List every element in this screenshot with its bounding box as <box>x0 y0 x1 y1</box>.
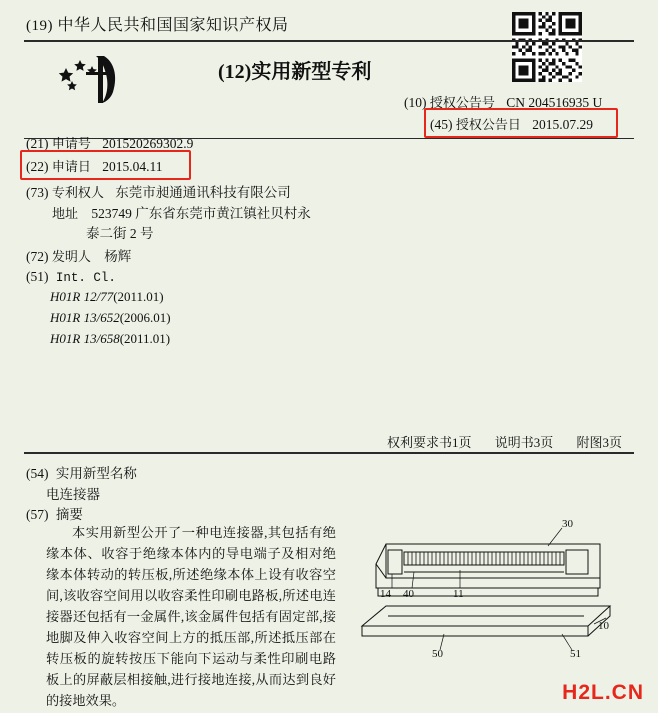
drawing-label-40: 40 <box>403 588 414 600</box>
intcl-class: H01R 12/77 <box>50 289 114 304</box>
claims-count: 权利要求书1页 <box>386 435 472 450</box>
document-counts <box>367 432 622 451</box>
application-number-row <box>26 133 193 152</box>
intcl-year: (2011.01) <box>119 331 171 346</box>
intcl-row <box>50 331 170 347</box>
drawings-count: 附图3页 <box>576 435 622 450</box>
utility-model-name-row <box>26 462 137 482</box>
app-date-value: 2015.04.11 <box>102 159 163 174</box>
inventor-code: (72) <box>26 249 49 264</box>
inventor-label: 发明人 <box>51 249 91 264</box>
qr-code <box>512 12 582 82</box>
publication-number-row <box>404 92 602 111</box>
page-title <box>218 55 371 84</box>
pub-date-label: 授权公告日 <box>455 117 521 132</box>
app-no-label: 申请号 <box>51 136 91 151</box>
pub-date-code: (45) <box>430 117 453 132</box>
address-label: 地址 <box>52 206 79 221</box>
abstract-text: 本实用新型公开了一种电连接器,其包括有绝缘本体、收容于绝缘本体内的导电端子及相对绝缘本体转动的转压板,所述绝缘本体上设有收容空间,该收容空间用以收容柔性印刷电路板,所述电连接器还包括有一金属件,该金属件包括有固定部,接地脚及伸入收容空间上方的抵压部,所述抵压部在转压板的旋转按压下能向下运动与柔性印刷电路板上的屏蔽层相接触,进行接地连接,从而达到良好的接地效果。 <box>46 525 336 708</box>
publication-date-row <box>430 114 593 133</box>
address-row-1 <box>52 202 311 222</box>
doc-type-code: (12) <box>218 61 252 83</box>
drawing-label-11: 11 <box>453 588 464 600</box>
applicant-value: 东莞市昶通通讯科技有限公司 <box>115 185 291 200</box>
drawing-label-50: 50 <box>432 648 443 660</box>
inventor-value: 杨辉 <box>104 249 132 264</box>
app-no-code: (21) <box>26 136 49 151</box>
office-name: 中华人民共和国国家知识产权局 <box>57 17 289 34</box>
pub-no-label: 授权公告号 <box>429 95 495 110</box>
pub-date-value: 2015.07.29 <box>532 117 594 132</box>
intcl-label: Int. Cl. <box>55 271 116 285</box>
applicant-row <box>26 181 291 201</box>
address-line-1: 523749 广东省东莞市黄江镇社贝村永 <box>91 206 311 221</box>
applicant-code: (73) <box>26 185 49 200</box>
divider-top <box>24 40 634 42</box>
app-date-label: 申请日 <box>51 159 91 174</box>
inventor-row <box>26 245 131 265</box>
intcl-year: (2011.01) <box>113 289 164 304</box>
intcl-row <box>50 310 171 326</box>
issuing-office-line <box>26 12 289 35</box>
patent-drawing <box>348 500 628 685</box>
watermark: H2L.CN <box>562 681 644 704</box>
drawing-label-14: 14 <box>380 588 391 600</box>
drawing-label-10: 10 <box>598 620 609 632</box>
intcl-row <box>50 289 164 305</box>
abstract-label: 摘要 <box>55 507 83 522</box>
name-code: (54) <box>26 466 49 481</box>
doc-type-label: 实用新型专利 <box>251 61 372 83</box>
intcl-code: (51) <box>26 269 49 284</box>
app-date-code: (22) <box>26 159 49 174</box>
drawing-label-30: 30 <box>562 518 573 530</box>
intcl-header-row <box>26 269 116 285</box>
address-row-2 <box>86 222 154 242</box>
divider-bottom <box>24 452 634 454</box>
name-label: 实用新型名称 <box>55 466 137 481</box>
office-code: (19) <box>26 18 53 34</box>
abstract-row <box>26 503 83 523</box>
applicant-label: 专利权人 <box>51 185 104 200</box>
pub-no-value: CN 204516935 U <box>506 95 603 110</box>
office-logo <box>58 52 136 104</box>
pub-no-code: (10) <box>404 95 427 110</box>
utility-model-name-value: 电连接器 <box>46 487 100 502</box>
intcl-class: H01R 13/658 <box>50 331 120 346</box>
application-date-row <box>26 156 163 175</box>
intcl-class: H01R 13/652 <box>50 310 120 325</box>
description-count: 说明书3页 <box>494 435 554 450</box>
abstract-code: (57) <box>26 507 49 522</box>
drawing-label-51: 51 <box>570 648 581 660</box>
intcl-year: (2006.01) <box>119 310 171 325</box>
address-line-2: 泰二街 2 号 <box>86 226 154 241</box>
app-no-value: 201520269302.9 <box>102 136 194 151</box>
